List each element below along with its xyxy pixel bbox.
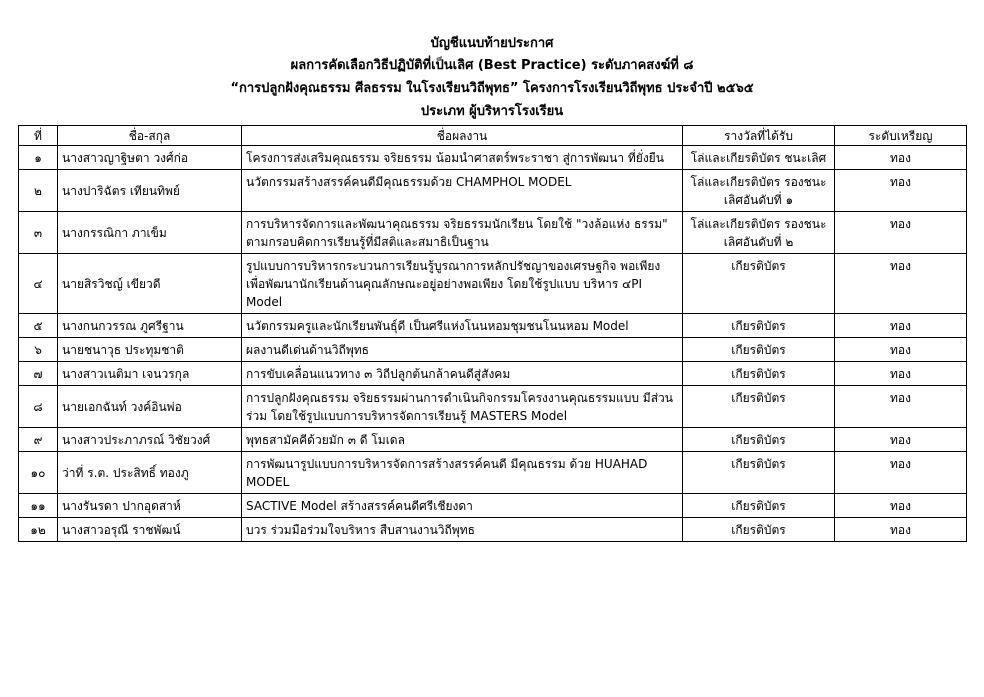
- cell-work: นวัตกรรมครูและนักเรียนพันธุ์ดี เป็นศรีแห่งโนนหอมชุมชนโนนหอม Model: [242, 314, 683, 338]
- cell-name: นายเอกฉันท์ วงค์อินพ่อ: [58, 386, 242, 428]
- cell-work: การปลูกฝังคุณธรรม จริยธรรมผ่านการดำเนินกิจกรรมโครงงานคุณธรรมแบบ มีส่วนร่วม โดยใช้รูปแบบการบริหารจัดการเรียนรู้ MASTERS Model: [242, 386, 683, 428]
- cell-award: โล่และเกียรติบัตร รองชนะเลิศอันดับที่ ๒: [683, 212, 835, 254]
- cell-award: เกียรติบัตร: [683, 452, 835, 494]
- cell-no: ๓: [19, 212, 58, 254]
- table-row: [19, 362, 967, 386]
- cell-work: ผลงานดีเด่นด้านวิถีพุทธ: [242, 338, 683, 362]
- cell-medal: ทอง: [835, 494, 967, 518]
- header-name: ชื่อ-สกุล: [58, 126, 242, 146]
- cell-no: ๑๑: [19, 494, 58, 518]
- cell-medal: ทอง: [835, 314, 967, 338]
- cell-medal: ทอง: [835, 386, 967, 428]
- document-subtitle: ผลการคัดเลือกวิธีปฏิบัติที่เป็นเลิศ (Best Practice) ระดับภาคสงฆ์ที่ ๘: [290, 58, 694, 73]
- cell-work: โครงการส่งเสริมคุณธรรม จริยธรรม น้อมนำศาสตร์พระราชา สู่การพัฒนา ที่ยั่งยืน: [242, 146, 683, 170]
- cell-award: เกียรติบัตร: [683, 314, 835, 338]
- cell-name: นางปาริฉัตร เทียนทิพย์: [58, 170, 242, 212]
- cell-no: ๑๒: [19, 518, 58, 542]
- cell-award: เกียรติบัตร: [683, 428, 835, 452]
- document-title: บัญชีแนบท้ายประกาศ: [430, 36, 554, 51]
- header-medal: ระดับเหรียญ: [835, 126, 967, 146]
- cell-award: โล่และเกียรติบัตร ชนะเลิศ: [683, 146, 835, 170]
- cell-award: เกียรติบัตร: [683, 362, 835, 386]
- cell-medal: ทอง: [835, 362, 967, 386]
- table-header-row: [19, 126, 967, 146]
- cell-work: SACTIVE Model สร้างสรรค์คนดีศรีเชียงดา: [242, 494, 683, 518]
- table-row: [19, 314, 967, 338]
- cell-no: ๙: [19, 428, 58, 452]
- cell-no: ๒: [19, 170, 58, 212]
- table-row: [19, 452, 967, 494]
- cell-name: นางสาวประภาภรณ์ วิชัยวงศ์: [58, 428, 242, 452]
- cell-medal: ทอง: [835, 428, 967, 452]
- cell-no: ๑: [19, 146, 58, 170]
- cell-work: การบริหารจัดการและพัฒนาคุณธรรม จริยธรรมนักเรียน โดยใช้ "วงล้อแห่ง ธรรม" ตามกรอบคิดการเรียนรู้ที่มีสติและสมาธิเป็นฐาน: [242, 212, 683, 254]
- cell-medal: ทอง: [835, 254, 967, 314]
- project-title: “การปลูกฝังคุณธรรม ศีลธรรม ในโรงเรียนวิถีพุทธ” โครงการโรงเรียนวิถีพุทธ ประจำปี ๒๕๖๕: [230, 81, 754, 96]
- table-row: [19, 338, 967, 362]
- header-no: ที่: [19, 126, 58, 146]
- cell-name: นางสาวเนติมา เจนวรกุล: [58, 362, 242, 386]
- cell-work: การขับเคลื่อนแนวทาง ๓ วิถีปลูกต้นกล้าคนดีสู่สังคม: [242, 362, 683, 386]
- cell-name: นางกรรณิกา ภาเข็ม: [58, 212, 242, 254]
- table-row: [19, 494, 967, 518]
- table-row: [19, 518, 967, 542]
- cell-no: ๘: [19, 386, 58, 428]
- cell-name: นางสาวญาฐิษตา วงศ์ก่อ: [58, 146, 242, 170]
- table-row: [19, 386, 967, 428]
- cell-medal: ทอง: [835, 518, 967, 542]
- table-row: [19, 212, 967, 254]
- table-row: [19, 428, 967, 452]
- cell-name: นายสิรวิชญ์ เขียวดี: [58, 254, 242, 314]
- cell-work: พุทธสามัคคีด้วยมัก ๓ ดี โมเดล: [242, 428, 683, 452]
- header-award: รางวัลที่ได้รับ: [683, 126, 835, 146]
- cell-award: โล่และเกียรติบัตร รองชนะเลิศอันดับที่ ๑: [683, 170, 835, 212]
- cell-medal: ทอง: [835, 338, 967, 362]
- cell-award: เกียรติบัตร: [683, 338, 835, 362]
- cell-no: ๑๐: [19, 452, 58, 494]
- cell-work: การพัฒนารูปแบบการบริหารจัดการสร้างสรรค์คนดี มีคุณธรรม ด้วย HUAHAD MODEL: [242, 452, 683, 494]
- cell-award: เกียรติบัตร: [683, 254, 835, 314]
- cell-award: เกียรติบัตร: [683, 494, 835, 518]
- cell-no: ๗: [19, 362, 58, 386]
- header-work: ชื่อผลงาน: [242, 126, 683, 146]
- cell-medal: ทอง: [835, 212, 967, 254]
- cell-work: บวร ร่วมมือร่วมใจบริหาร สืบสานงานวิถีพุทธ: [242, 518, 683, 542]
- category-title: ประเภท ผู้บริหารโรงเรียน: [420, 104, 564, 119]
- cell-work: นวัตกรรมสร้างสรรค์คนดีมีคุณธรรมด้วย CHAMPHOL MODEL: [242, 170, 683, 212]
- cell-no: ๕: [19, 314, 58, 338]
- cell-name: นางรันรดา ปากอุดสาห์: [58, 494, 242, 518]
- table-row: [19, 146, 967, 170]
- cell-medal: ทอง: [835, 452, 967, 494]
- table-body: [19, 146, 967, 542]
- cell-no: ๖: [19, 338, 58, 362]
- cell-medal: ทอง: [835, 170, 967, 212]
- cell-name: นางสาวอรุณี ราชพัฒน์: [58, 518, 242, 542]
- cell-award: เกียรติบัตร: [683, 518, 835, 542]
- cell-name: ว่าที่ ร.ต. ประสิทธิ์ ทองภู: [58, 452, 242, 494]
- cell-no: ๔: [19, 254, 58, 314]
- table-row: [19, 170, 967, 212]
- cell-name: นายชนาวุธ ประทุมชาติ: [58, 338, 242, 362]
- cell-medal: ทอง: [835, 146, 967, 170]
- results-table: [18, 125, 967, 542]
- cell-name: นางกนกวรรณ ภูศรีฐาน: [58, 314, 242, 338]
- cell-award: เกียรติบัตร: [683, 386, 835, 428]
- cell-work: รูปแบบการบริหารกระบวนการเรียนรู้บูรณาการหลักปรัชญาของเศรษฐกิจ พอเพียงเพื่อพัฒนานักเรียนด้านคุณลักษณะอยู่อย่างพอเพียง โดยใช้รูปแบบ บริหาร ๔PI Model: [242, 254, 683, 314]
- table-row: [19, 254, 967, 314]
